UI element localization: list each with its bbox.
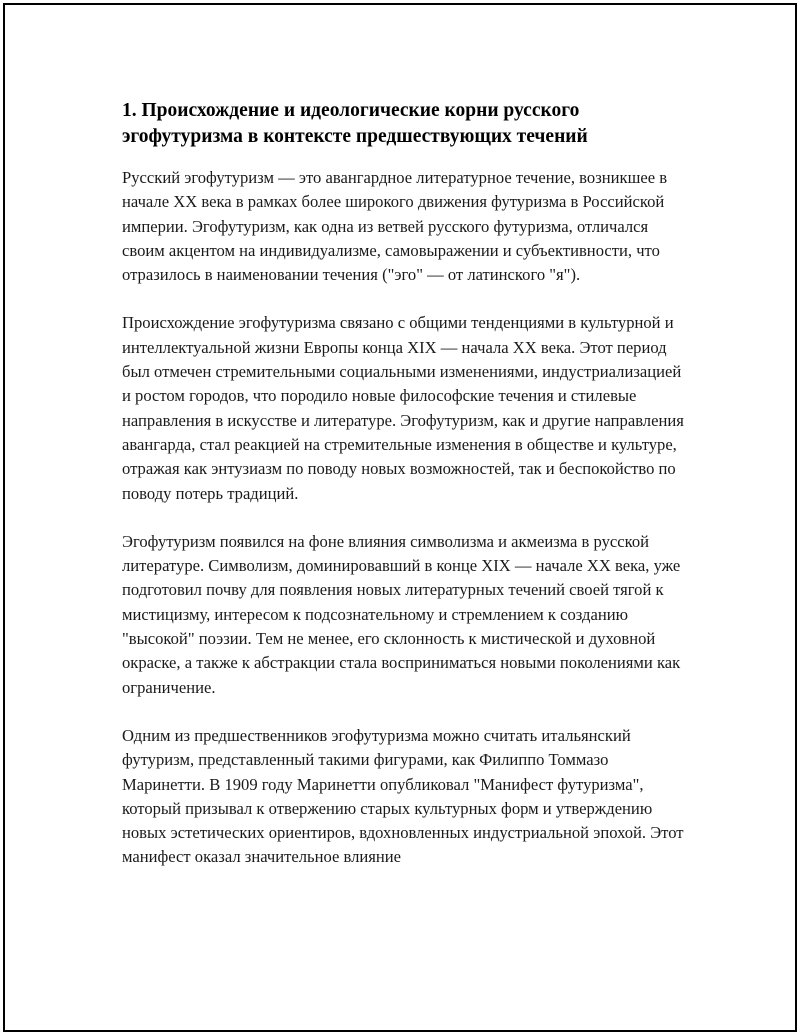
paragraph-1: Русский эгофутуризм — это авангардное литературное течение, возникшее в начале XX века в рамках более широкого движения футуризма в Российской империи. Эгофутуризм, как одна из ветвей русского футуризма, отличался своим акцентом на индивидуализме, самовыражении и субъективности, что отразилось в наименовании течения ("эго" — от латинского "я").: [122, 168, 668, 285]
paragraph-4: Одним из предшественников эгофутуризма можно считать итальянский футуризм, представленный такими фигурами, как Филиппо Томмазо Маринетти. В 1909 году Маринетти опубликовал "Манифест футуризма", который призывал к отвержению старых культурных форм и утверждению новых эстетических ориентиров, вдохновленных индустриальной эпохой. Этот манифест оказал значительное влияние: [122, 725, 684, 867]
paragraph-3: Эгофутуризм появился на фоне влияния символизма и акмеизма в русской литературе. Символизм, доминировавший в конце XIX — начале XX века, уже подготовил почву для появления новых литературных течений своей тягой к мистицизму, интересом к подсознательному и стремлением к созданию "высокой" поэзии. Тем не менее, его склонность к мистической и духовной окраске, а также к абстракции стала восприниматься новыми поколениями как ограничение.: [122, 531, 681, 697]
document-body: [122, 98, 692, 870]
paragraph-2: Происхождение эгофутуризма связано с общими тенденциями в культурной и интеллектуальной жизни Европы конца XIX — начала XX века. Этот период был отмечен стремительными социальными изменениями, индустриализацией и ростом городов, что породило новые философские течения и стилевые направления в искусстве и литературе. Эгофутуризм, как и другие направления авангарда, стал реакцией на стремительные изменения в обществе и культуре, отражая как энтузиазм по поводу новых возможностей, так и беспокойство по поводу потерь традиций.: [122, 313, 684, 503]
page-frame: [3, 3, 797, 1032]
section-heading: 1. Происхождение и идеологические корни русского эгофутуризма в контексте предшествующих течений: [122, 100, 588, 147]
